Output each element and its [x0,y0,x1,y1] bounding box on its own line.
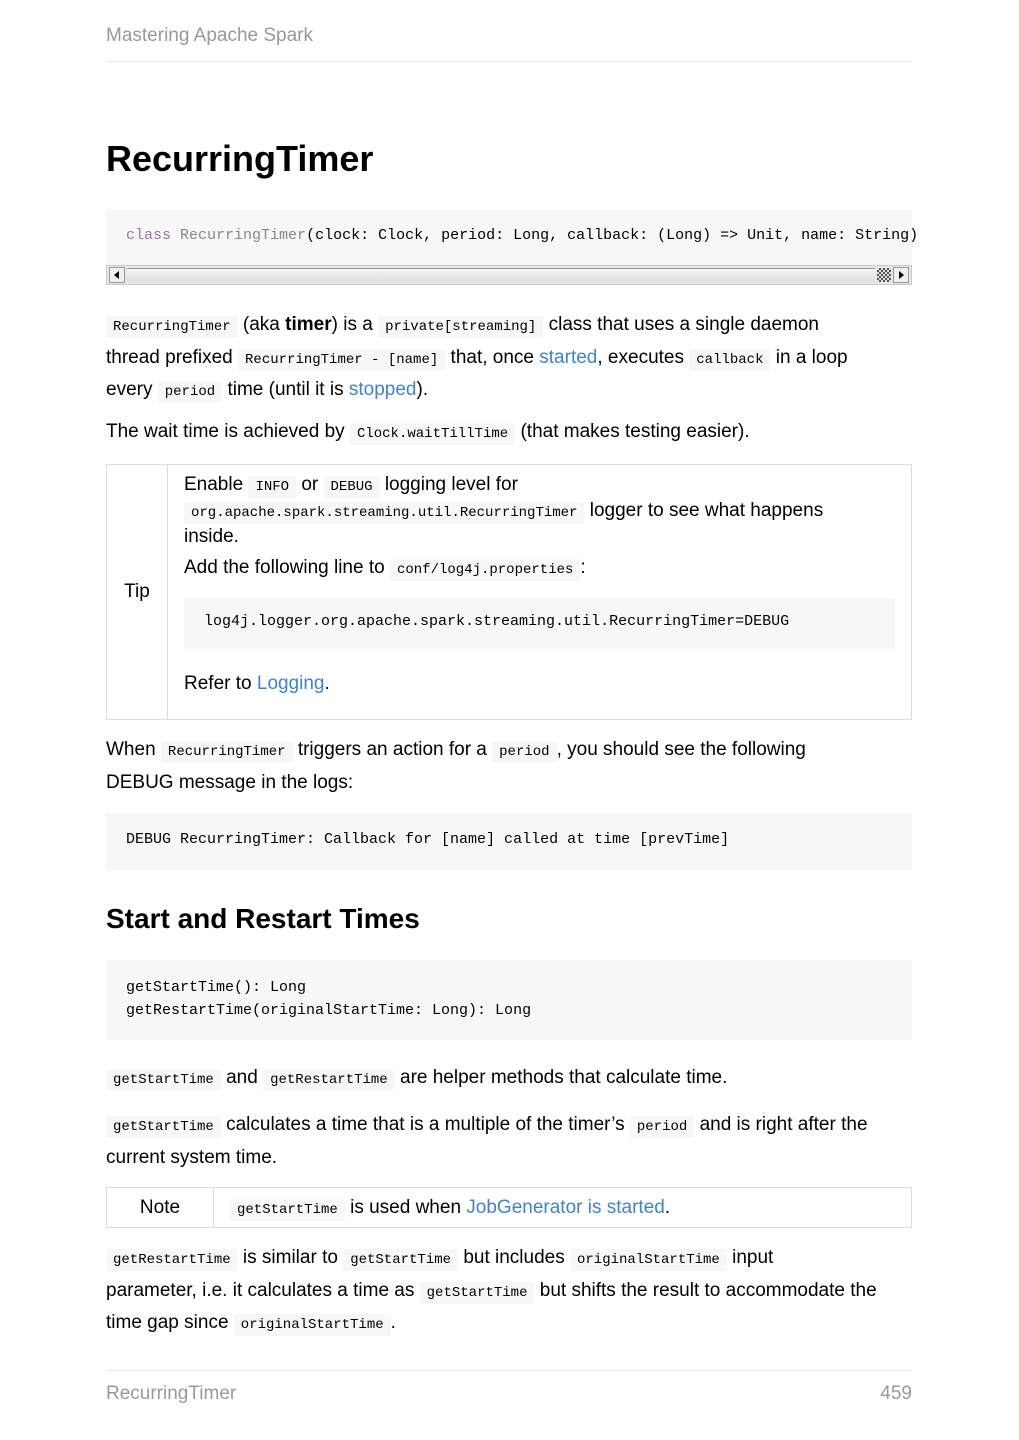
note-admonition [106,1187,912,1228]
text: Refer to [184,673,252,694]
text: parameter, i.e. it calculates a time as [106,1279,415,1301]
running-footer-section: RecurringTimer [106,1383,237,1404]
text: in a loop [775,346,848,368]
signature-line [126,227,919,244]
text: thread prefixed [106,346,233,368]
tip-refer-text [184,672,894,696]
text: . [664,1197,671,1218]
scroll-thumb[interactable] [127,268,875,282]
text: (that makes testing easier). [520,421,750,442]
inline-code: DEBUG [324,476,380,498]
text: . [390,1312,396,1333]
text: input [732,1247,774,1268]
code-line: DEBUG RecurringTimer: Callback for [name] called at time [prevTime] [126,831,730,848]
logging-link[interactable]: Logging [256,673,325,694]
inline-code: originalStartTime [570,1249,727,1271]
inline-code: getStartTime [106,1116,221,1138]
code-line: log4j.logger.org.apache.spark.streaming.util.RecurringTimer=DEBUG [204,613,790,630]
text: (aka [242,314,286,335]
inline-code: RecurringTimer - [name] [238,349,445,371]
running-header: Mastering Apache Spark [106,25,314,46]
text: inside. [184,526,239,547]
text: class that uses a single daemon [548,314,819,335]
header-rule [106,61,912,62]
inline-code: INFO [248,476,296,498]
text: but includes [463,1247,565,1268]
class-name: RecurringTimer [180,227,307,244]
inline-code: RecurringTimer [106,316,238,338]
text: are helper methods that calculate time. [400,1067,728,1088]
inline-code: private[streaming] [378,316,543,338]
text: Add the following line to [184,557,385,578]
tip-enable-text [184,473,894,549]
signature-params: (clock: Clock, period: Long, callback: (Long) => Unit, name: String) [306,227,919,244]
bold-text: timer [285,314,332,335]
wait-paragraph [106,417,912,450]
inline-code: RecurringTimer [161,741,293,763]
text: ). [416,379,429,400]
text: and [226,1067,258,1088]
scroll-left-arrow-icon[interactable] [109,267,125,283]
text: that, once [450,346,534,368]
inline-code: conf/log4j.properties [390,559,580,581]
text: or [301,474,319,495]
inline-code: period [492,741,556,763]
tip-label: Tip [107,465,168,719]
times-code-block [106,960,912,1040]
code-line: getStartTime(): Long [126,979,307,996]
code-line: getRestartTime(originalStartTime: Long): Long [126,1002,532,1019]
text: every [106,379,153,400]
inline-code: Clock.waitTillTime [350,423,515,445]
text: ) is a [331,314,373,335]
note-text [230,1196,670,1222]
text: When [106,739,156,760]
inline-code: getStartTime [106,1069,221,1091]
restart-paragraph [106,1243,912,1341]
page-number: 459 [880,1383,912,1404]
tip-content [168,465,911,719]
scroll-right-arrow-icon[interactable] [893,267,909,283]
stopped-link[interactable]: stopped [348,379,417,400]
text: calculates a time that is a multiple of the timer’s [226,1114,625,1135]
text: , executes [597,346,684,368]
keyword-class: class [126,227,172,244]
text: : [580,557,586,578]
inline-code: period [158,381,222,403]
text: is used when [350,1197,462,1218]
inline-code: callback [689,349,770,371]
tip-admonition [106,464,912,720]
text: time (until it is [227,379,344,400]
note-label: Note [107,1188,214,1227]
text: logging level for [384,474,518,495]
signature-code-block [106,210,919,266]
inline-code: getStartTime [230,1199,345,1221]
inline-code: getStartTime [343,1249,458,1271]
text: DEBUG message in the logs: [106,771,354,793]
text: but shifts the result to accommodate the [539,1279,877,1301]
text: triggers an action for a [297,739,487,760]
scroll-grip-icon[interactable] [877,268,891,282]
inline-code: org.apache.spark.streaming.util.RecurringTimer [184,502,584,524]
calc-paragraph [106,1110,912,1173]
note-content [214,1188,911,1227]
helpers-paragraph [106,1063,912,1096]
intro-paragraph [106,310,912,408]
text: logger to see what happens [589,500,824,521]
jobgenerator-started-link[interactable]: JobGenerator is started [466,1197,665,1218]
footer-rule [106,1370,912,1371]
debug-code-block [106,813,912,870]
text: The wait time is achieved by [106,421,345,442]
inline-code: getRestartTime [263,1069,395,1091]
text: . [324,673,330,694]
inline-code: period [630,1116,694,1138]
page-title: RecurringTimer [106,138,374,179]
inline-code: getRestartTime [106,1249,238,1271]
inline-code: originalStartTime [234,1314,391,1336]
text: Enable [184,474,244,495]
inline-code: getStartTime [420,1282,535,1304]
text: is similar to [242,1247,338,1268]
when-paragraph [106,735,912,798]
text: and is right after the [699,1114,868,1135]
tip-add-line-text [184,556,894,582]
tip-code-block [184,598,895,649]
text: current system time. [106,1146,278,1168]
started-link[interactable]: started [539,346,598,368]
section-heading: Start and Restart Times [106,903,420,934]
horizontal-scrollbar[interactable] [106,265,912,285]
text: , you should see the following [556,739,806,760]
text: time gap since [106,1312,229,1333]
